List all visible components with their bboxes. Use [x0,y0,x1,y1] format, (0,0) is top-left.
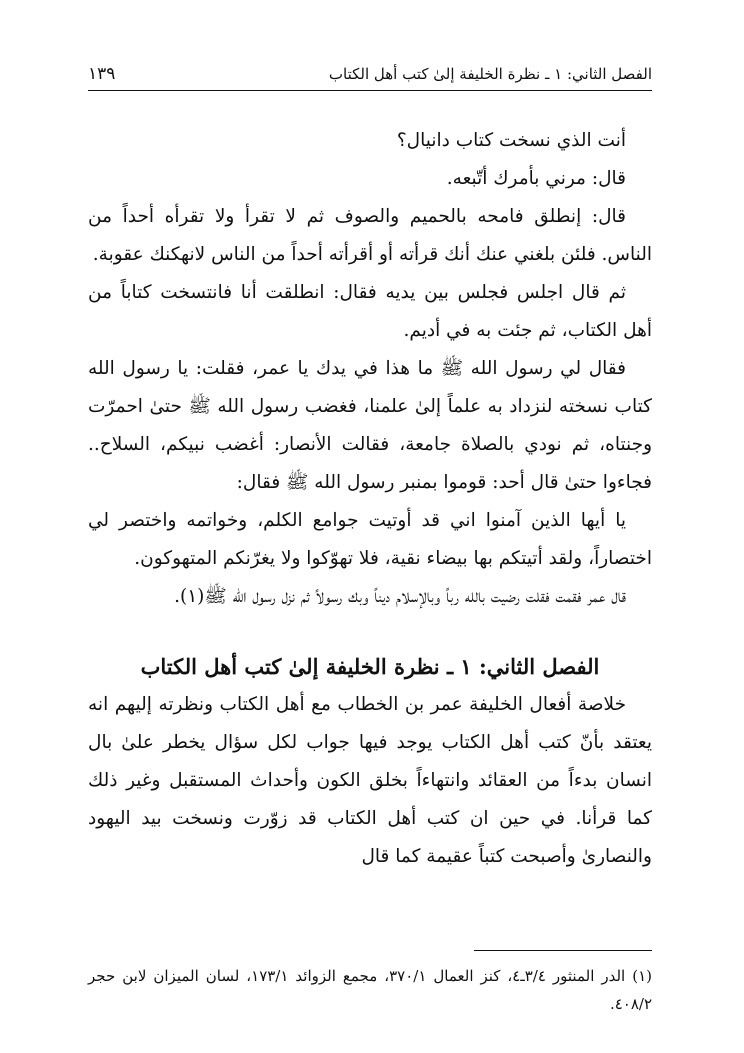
paragraph: يا أيها الذين آمنوا اني قد أوتيت جوامع الكلم، وخواتمه واختصر لي اختصاراً، ولقد أتيتكم بها بيضاء نقية، فلا تهوّكوا ولا يغرّنكم المتهوكون. [88,510,652,569]
paragraph: فقال لي رسول الله ﷺ ما هذا في يدك يا عمر، فقلت: يا رسول الله كتاب نسخته لنزداد به علماً إلىٰ علمنا، فغضب رسول الله ﷺ حتىٰ احمرّت وجنتاه، ثم نودي بالصلاة جامعة، فقالت الأنصار: أغضب نبيكم، السلاح.. فجاءوا حتىٰ قال أحد: قوموا بمنبر رسول الله ﷺ فقال: [88,358,652,493]
paragraph: أنت الذي نسخت كتاب دانيال؟ [396,130,626,151]
footnotes [88,962,652,1018]
section-spacer [88,616,652,648]
body-text [88,122,652,876]
footnote-divider [474,950,652,951]
paragraph: ثم قال اجلس فجلس بين يديه فقال: انطلقت أنا فانتسخت كتاباً من أهل الكتاب، ثم جئت به في أديم. [88,282,652,341]
header-divider [88,90,652,91]
paragraph: قال: مرني بأمرك أتّبعه. [446,168,626,189]
footnote: (١) الدر المنثور ٣/٤ـ٤، كنز العمال ٣٧٠/١، مجمع الزوائد ١٧٣/١، لسان الميزان لابن حجر ٤٠٨/٢. [88,967,652,1013]
section-heading: الفصل الثاني: ١ ـ نظرة الخليفة إلىٰ كتب أهل الكتاب [140,654,600,679]
paragraph: قال عمر فقمت فقلت رضيت بالله رباً وبالإسلام ديناً وبك رسولاً ثم نزل رسول الله ﷺ(١). [174,586,626,607]
paragraph: قال: إنطلق فامحه بالحميم والصوف ثم لا تقرأ ولا تقرأه أحداً من الناس. فلئن بلغني عنك أنك قرأته أو أقرأته أحداً من الناس لانهكنك عقوبة. [88,206,652,265]
running-title: الفصل الثاني: ١ ـ نظرة الخليفة إلىٰ كتب أهل الكتاب [328,65,652,83]
section-paragraph: خلاصة أفعال الخليفة عمر بن الخطاب مع أهل الكتاب ونظرته إليهم انه يعتقد بأنّ كتب أهل الكتاب يوجد فيها جواب لكل سؤال يخطر علىٰ بال انسان بدءاً من العقائد وانتهاءاً بخلق الكون وأحداث المستقبل وغير ذلك كما قرأنا. في حين ان كتب أهل الكتاب قد زوّرت ونسخت بيد اليهود والنصارىٰ وأصبحت كتباً عقيمة كما قال [88,694,652,867]
page-number: ١٣٩ [88,64,116,84]
running-header [88,62,652,86]
